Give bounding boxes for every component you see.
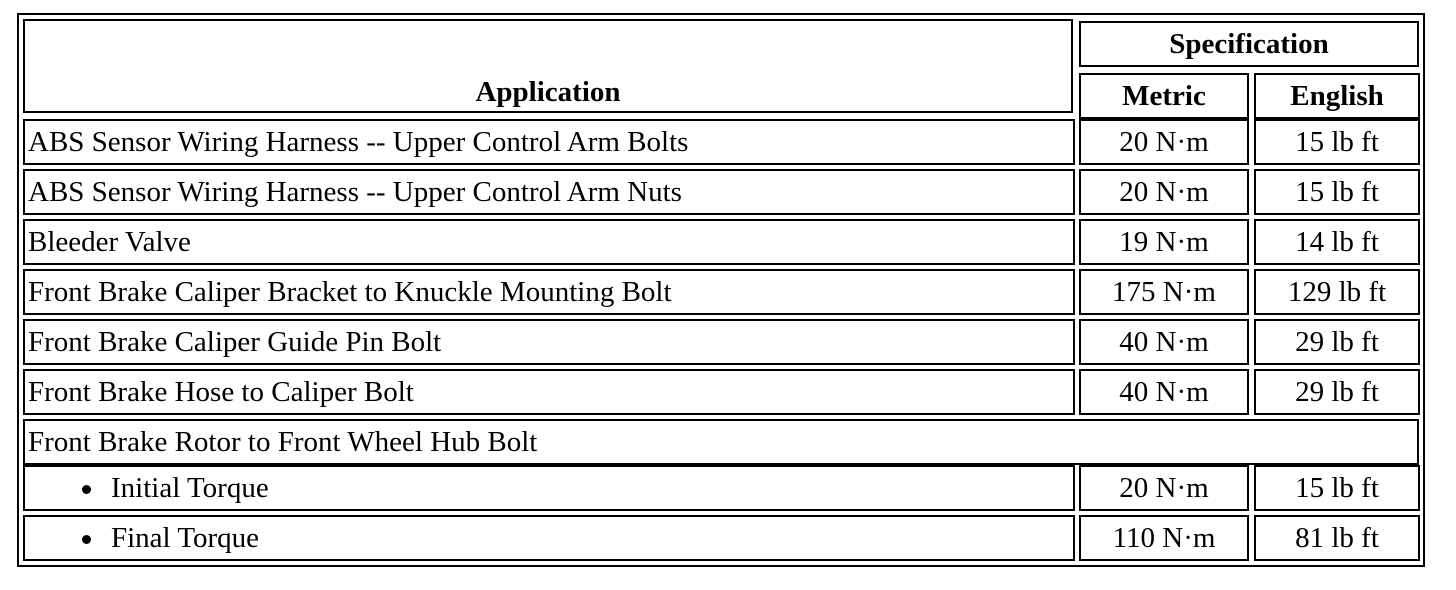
header-specification-label: Specification (1169, 27, 1329, 60)
metric-value-cell (1079, 219, 1249, 265)
application-text: ABS Sensor Wiring Harness -- Upper Control Arm Bolts (28, 125, 689, 158)
metric-value: 110 N·m (1112, 521, 1216, 554)
header-application (23, 19, 1073, 113)
english-value-cell (1254, 465, 1420, 511)
application-text: Front Brake Caliper Guide Pin Bolt (28, 325, 442, 358)
header-specification (1079, 21, 1419, 67)
english-value-cell (1254, 515, 1420, 561)
english-value: 29 lb ft (1295, 375, 1379, 408)
application-text: Bleeder Valve (28, 225, 191, 258)
bullet-icon (82, 485, 91, 494)
application-text: Front Brake Caliper Bracket to Knuckle Mounting Bolt (28, 275, 672, 308)
metric-value-cell (1079, 269, 1249, 315)
english-value-cell (1254, 169, 1420, 215)
metric-value-cell (1079, 515, 1249, 561)
application-text: Front Brake Hose to Caliper Bolt (28, 375, 414, 408)
english-value: 29 lb ft (1295, 325, 1379, 358)
application-text: Front Brake Rotor to Front Wheel Hub Bolt (28, 425, 538, 458)
english-value: 15 lb ft (1295, 175, 1379, 208)
torque-specification-table (17, 13, 1425, 567)
metric-value-cell (1079, 119, 1249, 165)
table-row-application (23, 515, 1075, 561)
table-row-application (23, 269, 1075, 315)
metric-value-cell (1079, 319, 1249, 365)
metric-value: 40 N·m (1119, 375, 1209, 408)
english-value: 15 lb ft (1295, 471, 1379, 504)
metric-value: 19 N·m (1119, 225, 1209, 258)
table-row-application (23, 465, 1075, 511)
table-row-application (23, 369, 1075, 415)
table-row-application (23, 119, 1075, 165)
english-value-cell (1254, 119, 1420, 165)
application-text: Initial Torque (111, 471, 269, 504)
english-value: 15 lb ft (1295, 125, 1379, 158)
english-value-cell (1254, 269, 1420, 315)
english-value-cell (1254, 319, 1420, 365)
bullet-icon (82, 535, 91, 544)
application-text: ABS Sensor Wiring Harness -- Upper Control Arm Nuts (28, 175, 682, 208)
metric-value-cell (1079, 465, 1249, 511)
english-value: 129 lb ft (1287, 275, 1387, 308)
application-text: Final Torque (111, 521, 260, 554)
metric-value: 40 N·m (1119, 325, 1209, 358)
english-value-cell (1254, 219, 1420, 265)
metric-value-cell (1079, 169, 1249, 215)
table-row-application (23, 219, 1075, 265)
metric-value: 20 N·m (1119, 175, 1209, 208)
table-row-application (23, 169, 1075, 215)
header-english (1254, 73, 1420, 119)
metric-value: 20 N·m (1119, 471, 1209, 504)
metric-value-cell (1079, 369, 1249, 415)
header-english-label: English (1290, 79, 1384, 112)
table-row-application (23, 419, 1419, 465)
table-row-application (23, 319, 1075, 365)
english-value-cell (1254, 369, 1420, 415)
header-metric (1079, 73, 1249, 119)
english-value: 81 lb ft (1295, 521, 1379, 554)
header-metric-label: Metric (1122, 79, 1206, 112)
header-application-label: Application (475, 76, 621, 108)
metric-value: 175 N·m (1112, 275, 1216, 308)
english-value: 14 lb ft (1295, 225, 1379, 258)
metric-value: 20 N·m (1119, 125, 1209, 158)
